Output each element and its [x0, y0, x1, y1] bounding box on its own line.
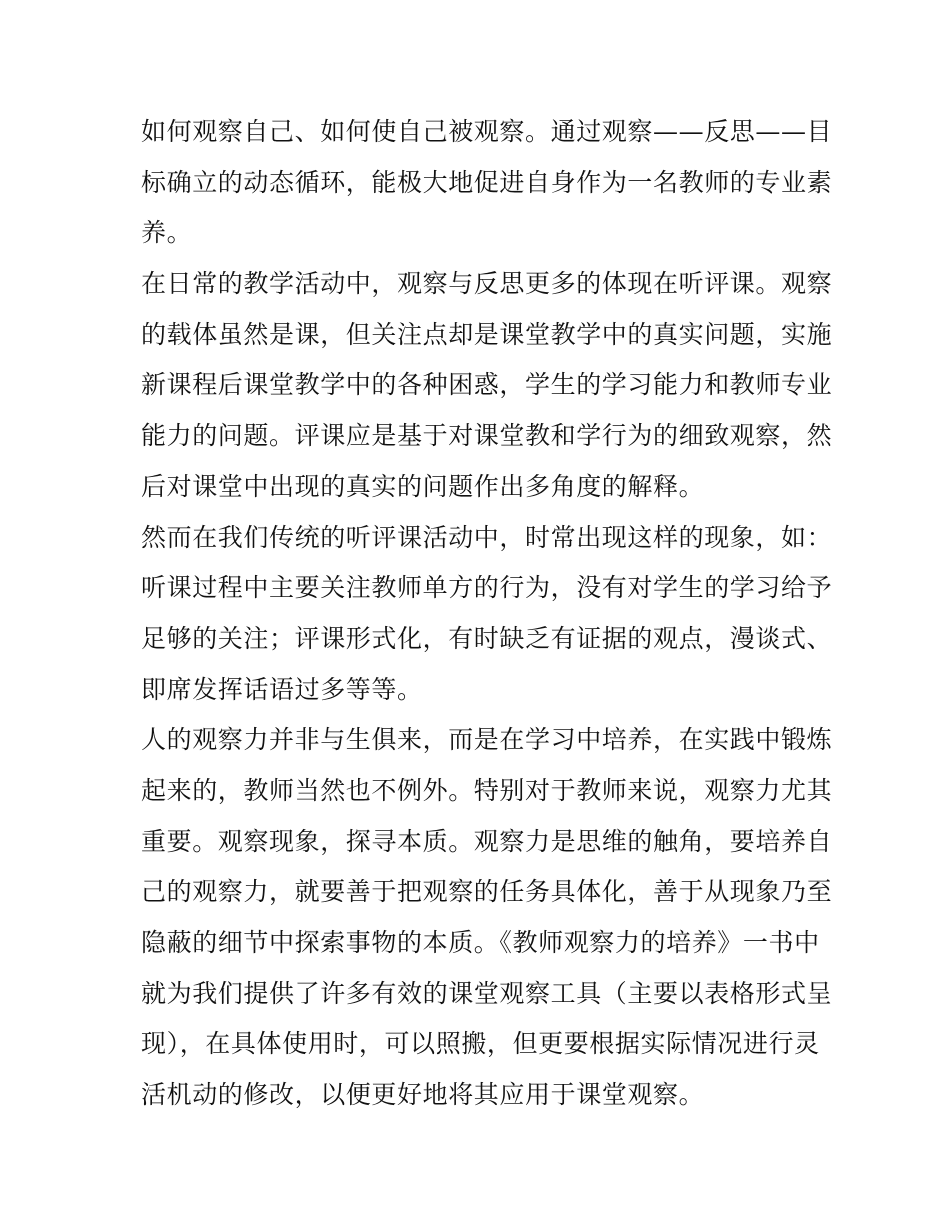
paragraph-line: 现），在具体使用时，可以照搬，但更要根据实际情况进行灵 [141, 1029, 820, 1059]
paragraph-line: 足够的关注；评课形式化，有时缺乏有证据的观点，漫谈式、 [141, 623, 833, 653]
paragraph-line: 听课过程中主要关注教师单方的行为，没有对学生的学习给予 [141, 573, 833, 603]
paragraph-line: 隐蔽的细节中探索事物的本质。《教师观察力的培养》一书中 [141, 928, 820, 957]
paragraph-line: 标确立的动态循环，能极大地促进自身作为一名教师的专业素 [141, 167, 833, 197]
paragraph-line: 活机动的修改，以便更好地将其应用于课堂观察。 [141, 1080, 705, 1110]
paragraph-line: 重要。观察现象，探寻本质。观察力是思维的触角，要培养自 [141, 826, 833, 856]
paragraph-line: 的载体虽然是课，但关注点却是课堂教学中的真实问题，实施 [141, 319, 833, 349]
paragraph-line: 如何观察自己、如何使自己被观察。通过观察——反思——目 [141, 117, 833, 146]
paragraph-line: 就为我们提供了许多有效的课堂观察工具（主要以表格形式呈 [141, 978, 833, 1008]
paragraph-2 [141, 259, 833, 512]
paragraph-line: 养。 [141, 218, 193, 248]
paragraph-line: 己的观察力，就要善于把观察的任务具体化，善于从现象乃至 [141, 877, 833, 907]
paragraph-line: 后对课堂中出现的真实的问题作出多角度的解释。 [141, 471, 705, 501]
paragraph-1 [141, 107, 833, 259]
paragraph-line: 新课程后课堂教学中的各种困惑，学生的学习能力和教师专业 [141, 370, 833, 400]
paragraph-line: 然而在我们传统的听评课活动中，时常出现这样的现象，如： [141, 522, 833, 552]
paragraph-line: 人的观察力并非与生俱来，而是在学习中培养，在实践中锻炼 [141, 725, 833, 755]
paragraph-line: 起来的，教师当然也不例外。特别对于教师来说，观察力尤其 [141, 775, 833, 805]
document-body [141, 107, 833, 1121]
paragraph-line: 在日常的教学活动中，观察与反思更多的体现在听评课。观察 [141, 269, 833, 299]
paragraph-4 [141, 715, 833, 1121]
paragraph-line: 能力的问题。评课应是基于对课堂教和学行为的细致观察，然 [141, 421, 833, 451]
paragraph-3 [141, 513, 833, 716]
paragraph-line: 即席发挥话语过多等等。 [141, 674, 423, 704]
